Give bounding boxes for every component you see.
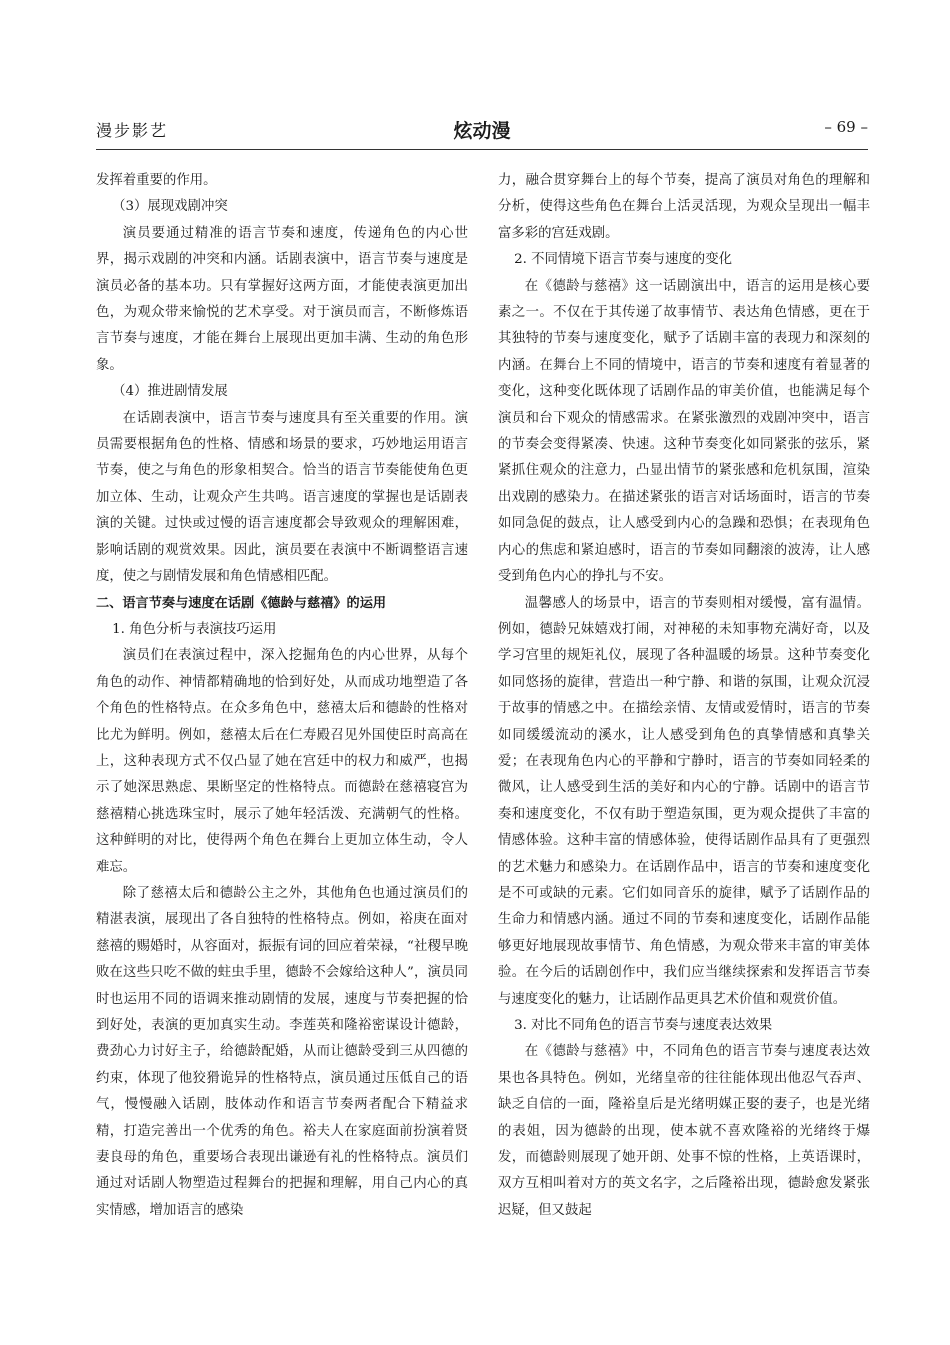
page-number: – 69 – bbox=[824, 118, 868, 136]
journal-title: 炫动漫 bbox=[453, 120, 511, 142]
paragraph: 除了慈禧太后和德龄公主之外，其他角色也通过演员们的精湛表演，展现出了各自独特的性格特点。例如，裕庚在面对慈禧的赐婚时，从容面对，振振有词的回应着荣禄，“社稷早晚败在这些只吃不做的蛀虫手里，德龄不会嫁给这种人”，演员同时也运用不同的语调来推动剧情的发展，速度与节奏把握的恰到好处，表演的更加真实生动。李莲英和隆裕密谋设计德龄，费劲心力讨好主子，给德龄配婚，从而让德龄受到三从四德的约束，体现了他狡猾诡异的性格特点，演员通过压低自己的语气，慢慢融入话剧，肢体动作和语言节奏两者配合下精益求精，打造完善出一个优秀的角色。裕夫人在家庭面前扮演着贤妻良母的角色，重要场合表现出谦逊有礼的性格特点。演员们通过对话剧人物塑造过程舞台的把握和理解，用自己内心的真实情感，增加语言的感染 bbox=[96, 885, 468, 1218]
subheading: 1. 角色分析与表演技巧运用 bbox=[112, 621, 277, 637]
paragraph: 演员要通过精准的语言节奏和速度，传递角色的内心世界，揭示戏剧的冲突和内涵。话剧表演中，语言节奏与速度是演员必备的基本功。只有掌握好这两方面，才能使表演更加出色，为观众带来愉悦的艺术享受。对于演员而言，不断修炼语言节奏与速度，才能在舞台上展现出更加丰满、生动的角色形象。 bbox=[96, 225, 468, 373]
paragraph: 力，融合贯穿舞台上的每个节奏，提高了演员对角色的理解和分析，使得这些角色在舞台上活灵活现，为观众呈现出一幅丰富多彩的宫廷戏剧。 bbox=[498, 173, 870, 241]
subheading: （3）展现戏剧冲突 bbox=[112, 199, 228, 215]
subheading: （4）推进剧情发展 bbox=[112, 384, 228, 400]
paragraph: 发挥着重要的作用。 bbox=[96, 173, 217, 188]
paragraph: 温馨感人的场景中，语言的节奏则相对缓慢，富有温情。例如，德龄兄妹嬉戏打闹，对神秘的未知事物充满好奇，以及学习宫里的规矩礼仪，展现了各种温暖的场景。这种节奏变化如同悠扬的旋律，营造出一种宁静、和谐的氛围，让观众沉浸于故事的情感之中。在描绘亲情、友情或爱情时，语言的节奏如同缓缓流动的溪水，让人感受到角色的真挚情感和真挚关爱；在表现角色内心的平静和宁静时，语言的节奏如同轻柔的微风，让人感受到生活的美好和内心的宁静。话剧中的语言节奏和速度变化，不仅有助于塑造氛围，更为观众提供了丰富的情感体验。这种丰富的情感体验，使得话剧作品具有了更强烈的艺术魅力和感染力。在话剧作品中，语言的节奏和速度变化是不可或缺的元素。它们如同音乐的旋律，赋予了话剧作品的生命力和情感内涵。通过不同的节奏和速度变化，话剧作品能够更好地展现故事情节、角色情感，为观众带来丰富的审美体验。在今后的话剧创作中，我们应当继续探索和发挥语言节奏与速度变化的魅力，让话剧作品更具艺术价值和观赏价值。 bbox=[498, 595, 870, 1007]
paragraph: 在《德龄与慈禧》这一话剧演出中，语言的运用是核心要素之一。不仅在于其传递了故事情节、表达角色情感，更在于其独特的节奏与速度变化，赋予了话剧丰富的表现力和深刻的内涵。在舞台上不同的情境中，语言的节奏和速度有着显著的变化，这种变化既体现了话剧作品的审美价值，也能满足每个演员和台下观众的情感需求。在紧张激烈的戏剧冲突中，语言的节奏会变得紧凑、快速。这种节奏变化如同紧张的弦乐，紧紧抓住观众的注意力，凸显出情节的紧张感和危机氛围，渲染出戏剧的感染力。在描述紧张的语言对话场面时，语言的节奏如同急促的鼓点，让人感受到内心的急躁和恐惧；在表现角色内心的焦虑和紧迫感时，语言的节奏如同翻滚的波涛，让人感受到角色内心的挣扎与不安。 bbox=[498, 278, 870, 585]
header-rule bbox=[96, 149, 868, 150]
paragraph: 在《德龄与慈禧》中，不同角色的语言节奏与速度表达效果也各具特色。例如，光绪皇帝的往往能体现出他忍气吞声、缺乏自信的一面，隆裕皇后是光绪明媒正娶的妻子，也是光绪的表姐，因为德龄的出现，使本就不喜欢隆裕的光绪终于爆发，而德龄则展现了她开朗、处事不惊的性格，上英语课时，双方互相叫着对方的英文名字，之后隆裕出现，德龄愈发紧张迟疑，但又鼓起 bbox=[498, 1044, 870, 1218]
paragraph: 演员们在表演过程中，深入挖掘角色的内心世界，从每个角色的动作、神情都精确地的恰到好处，从而成功地塑造了各个角色的性格特点。在众多角色中，慈禧太后和德龄的性格对比尤为鲜明。例如，慈禧太后在仁寿殿召见外国使臣时高高在上，这种表现方式不仅凸显了她在宫廷中的权力和威严，也揭示了她深思熟虑、果断坚定的性格特点。而德龄在慈禧寝宫为慈禧精心挑选珠宝时，展示了她年轻活泼、充满朝气的性格。这种鲜明的对比，使得两个角色在舞台上更加立体生动，令人难忘。 bbox=[96, 648, 468, 875]
subheading: 2. 不同情境下语言节奏与速度的变化 bbox=[514, 252, 732, 268]
left-column bbox=[96, 168, 468, 1224]
subheading: 3. 对比不同角色的语言节奏与速度表达效果 bbox=[514, 1018, 773, 1033]
right-column bbox=[498, 168, 870, 1224]
section-title: 二、语言节奏与速度在话剧《德龄与慈禧》的运用 bbox=[96, 595, 387, 611]
paragraph: 在话剧表演中，语言节奏与速度具有至关重要的作用。演员需要根据角色的性格、情感和场景的要求，巧妙地运用语言节奏，使之与角色的形象相契合。恰当的语言节奏能使角色更加立体、生动，让观众产生共鸣。语言速度的掌握也是话剧表演的关键。过快或过慢的语言速度都会导致观众的理解困难，影响话剧的观赏效果。因此，演员要在表演中不断调整语言速度，使之与剧情发展和角色情感相匹配。 bbox=[96, 410, 468, 585]
section-name: 漫步影艺 bbox=[96, 121, 169, 140]
page-header bbox=[96, 116, 868, 146]
